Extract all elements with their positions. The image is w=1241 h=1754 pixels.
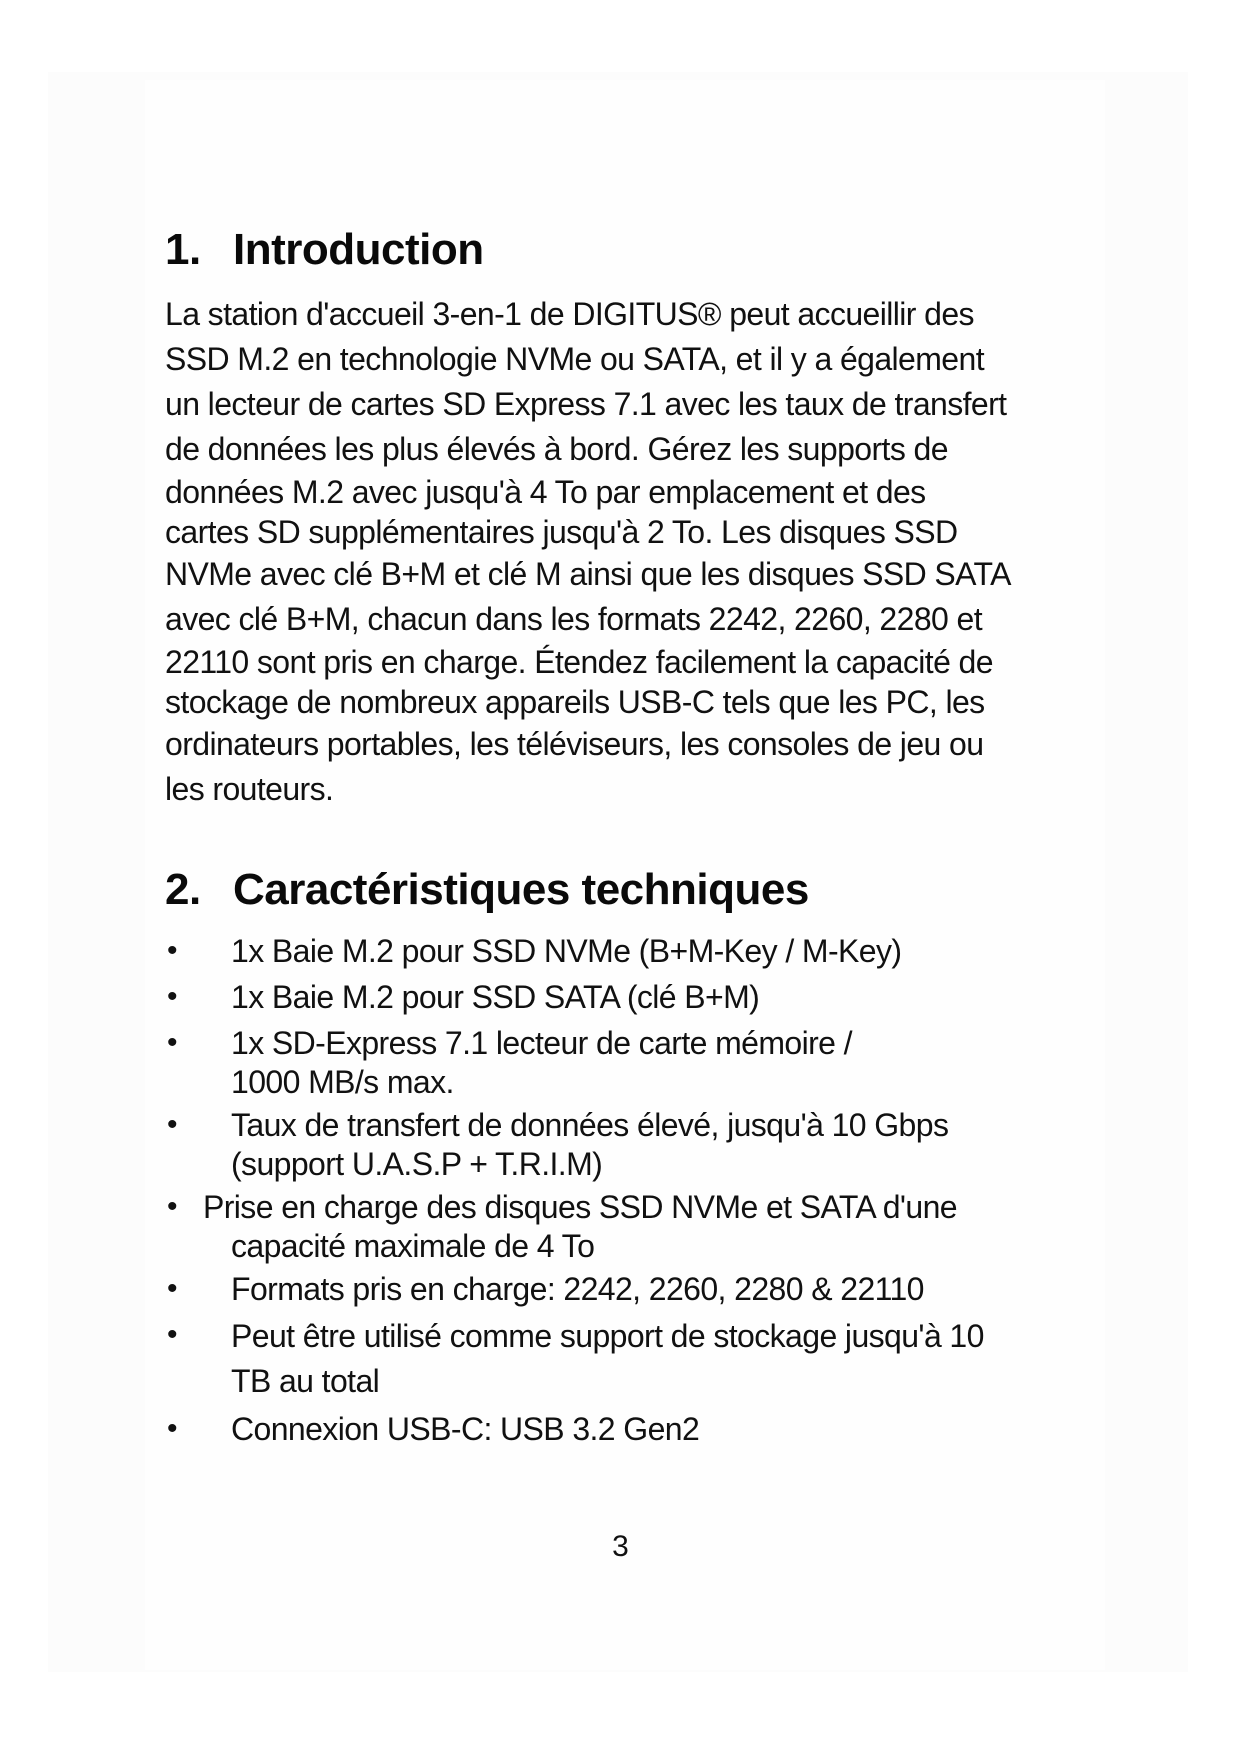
spec-list [165,930,1065,1450]
spec-item [165,976,1065,1018]
spec-text: Formats pris en charge: 2242, 2260, 2280 & 22110 [231,1271,924,1307]
paragraph-line: de données les plus élevés à bord. Gérez les supports de [165,431,948,467]
paragraph-line: avec clé B+M, chacun dans les formats 2242, 2260, 2280 et [165,601,982,637]
bullet-icon: • [167,1108,177,1141]
paragraph-line: 22110 sont pris en charge. Étendez facilement la capacité de [165,644,993,680]
spec-item [165,1408,1065,1450]
paragraph-line: les routeurs. [165,771,334,807]
introduction-paragraph [165,292,1065,812]
paragraph-line: données M.2 avec jusqu'à 4 To par emplacement et des [165,474,926,510]
spec-item [165,930,1065,972]
page-content [165,222,1065,1454]
section-technical-specs [165,862,1065,1450]
paragraph-line: ordinateurs portables, les téléviseurs, les consoles de jeu ou [165,726,984,762]
bullet-icon: • [167,1412,177,1445]
paragraph-line: La station d'accueil 3-en-1 de DIGITUS® peut accueillir des [165,296,974,332]
section-number: 1. [165,225,201,274]
spec-text: Prise en charge des disques SSD NVMe et SATA d'une [203,1189,958,1225]
page-number: 3 [612,1530,629,1563]
section-heading-introduction [165,222,1065,278]
section-heading-technical-specs [165,862,1065,918]
paragraph-line: NVMe avec clé B+M et clé M ainsi que les disques SSD SATA [165,556,1011,592]
spec-text: capacité maximale de 4 To [231,1228,595,1264]
spec-text: TB au total [231,1363,380,1399]
bullet-icon: • [167,980,177,1013]
spec-item [165,1104,1065,1182]
bullet-icon: • [167,1190,177,1223]
spec-item [165,1314,1065,1404]
section-number: 2. [165,865,201,914]
spec-text: 1x Baie M.2 pour SSD SATA (clé B+M) [231,979,760,1015]
spec-text: 1x SD-Express 7.1 lecteur de carte mémoire / [231,1025,852,1061]
spec-item [165,1268,1065,1310]
paragraph-line: SSD M.2 en technologie NVMe ou SATA, et il y a également [165,341,984,377]
section-title: Caractéristiques techniques [233,865,809,914]
spec-text: 1000 MB/s max. [231,1064,454,1100]
paragraph-line: cartes SD supplémentaires jusqu'à 2 To. Les disques SSD [165,514,958,550]
spec-text: Taux de transfert de données élevé, jusqu'à 10 Gbps [231,1107,949,1143]
paragraph-line: un lecteur de cartes SD Express 7.1 avec les taux de transfert [165,386,1007,422]
bullet-icon: • [167,1026,177,1059]
spec-text: Peut être utilisé comme support de stockage jusqu'à 10 [231,1318,984,1354]
spec-item [165,1186,1065,1264]
paragraph-line: stockage de nombreux appareils USB-C tels que les PC, les [165,684,985,720]
bullet-icon: • [167,1318,177,1351]
spec-text: 1x Baie M.2 pour SSD NVMe (B+M-Key / M-Key) [231,933,902,969]
section-introduction [165,222,1065,812]
spec-item [165,1022,1065,1100]
bullet-icon: • [167,1272,177,1305]
bullet-icon: • [167,934,177,967]
section-title: Introduction [233,225,484,274]
spec-text: Connexion USB-C: USB 3.2 Gen2 [231,1411,700,1447]
spec-text: (support U.A.S.P + T.R.I.M) [231,1146,603,1182]
